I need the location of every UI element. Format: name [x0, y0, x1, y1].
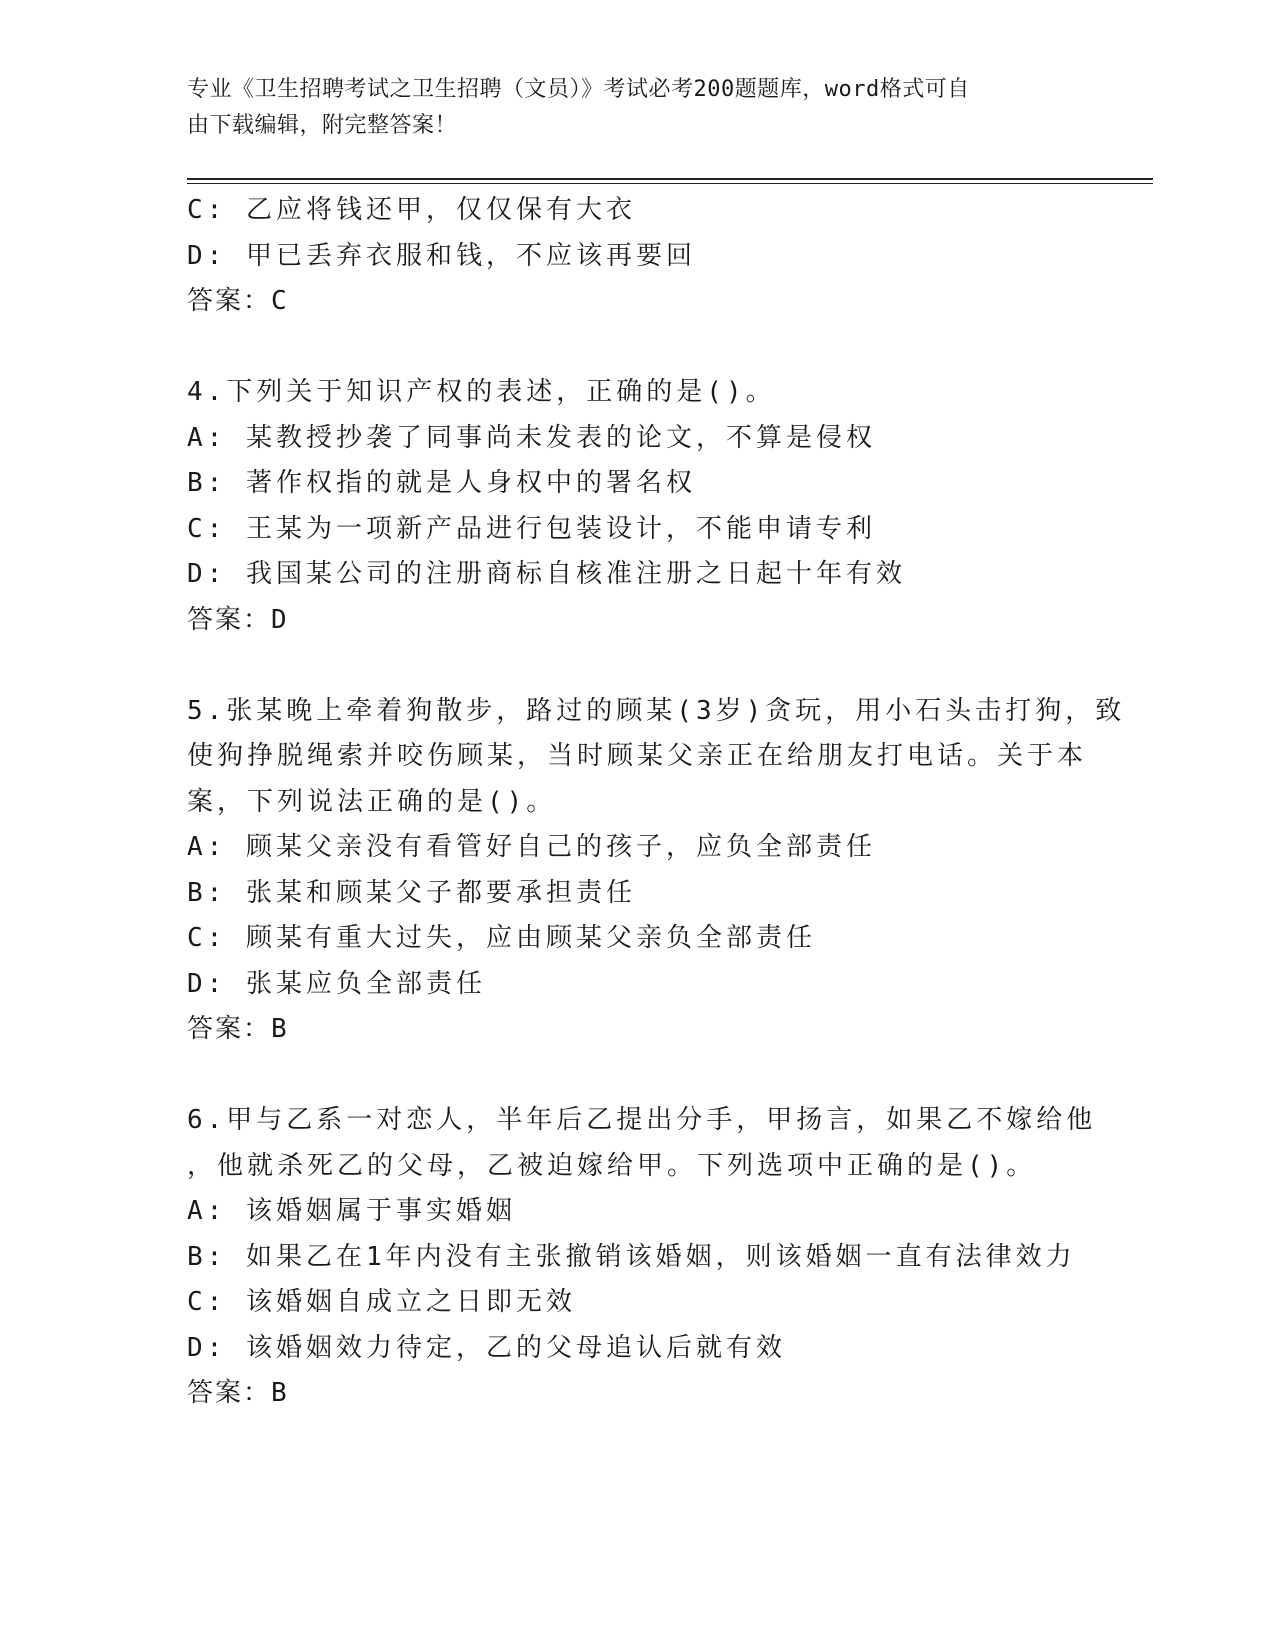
- question-4: [187, 370, 1087, 643]
- option-b: B: 著作权指的就是人身权中的署名权: [187, 468, 696, 498]
- question-6: [187, 1098, 1097, 1417]
- question-stem: 4.下列关于知识产权的表述，正确的是()。: [187, 377, 776, 407]
- option-b: B: 如果乙在1年内没有主张撤销该婚姻，则该婚姻一直有法律效力: [187, 1241, 1076, 1272]
- question-stem-line-3: 案，下列说法正确的是()。: [187, 786, 557, 817]
- option-a: A: 该婚姻属于事实婚姻: [187, 1196, 516, 1226]
- option-c: C: 该婚姻自成立之日即无效: [187, 1287, 576, 1317]
- answer: 答案：C: [187, 286, 289, 316]
- answer: 答案：B: [187, 1378, 289, 1408]
- option-c: C: 乙应将钱还甲，仅仅保有大衣: [187, 195, 636, 225]
- question-3: [187, 188, 1087, 325]
- option-d: D: 张某应负全部责任: [187, 968, 486, 999]
- question-stem-line-1: 6.甲与乙系一对恋人，半年后乙提出分手，甲扬言，如果乙不嫁给他: [187, 1105, 1097, 1135]
- question-stem-line-2: ，他就杀死乙的父母，乙被迫嫁给甲。下列选项中正确的是()。: [187, 1150, 1037, 1181]
- option-d: D: 我国某公司的注册商标自核准注册之日起十年有效: [187, 559, 906, 589]
- option-a: A: 顾某父亲没有看管好自己的孩子，应负全部责任: [187, 832, 876, 862]
- spacer: [187, 325, 1087, 371]
- question-stem-line-2: 使狗挣脱绳索并咬伤顾某，当时顾某父亲正在给朋友打电话。关于本: [187, 741, 1088, 771]
- option-b: B: 张某和顾某父子都要承担责任: [187, 877, 636, 908]
- answer: 答案：B: [187, 1014, 289, 1044]
- question-stem-line-1: 5.张某晚上牵着狗散步，路过的顾某(3岁)贪玩，用小石头击打狗，致: [187, 695, 1126, 726]
- document-header: [187, 72, 1067, 144]
- header-divider-thin: [187, 183, 1153, 184]
- question-5: [187, 689, 1126, 1053]
- spacer: [187, 1053, 1087, 1099]
- header-line-1: 专业《卫生招聘考试之卫生招聘（文员）》考试必考200题题库，word格式可自: [187, 77, 970, 102]
- option-d: D: 甲已丢弃衣服和钱，不应该再要回: [187, 240, 696, 271]
- option-d: D: 该婚姻效力待定，乙的父母追认后就有效: [187, 1332, 786, 1363]
- header-line-2: 由下载编辑，附完整答案！: [187, 113, 458, 138]
- option-a: A: 某教授抄袭了同事尚未发表的论文，不算是侵权: [187, 422, 876, 453]
- option-c: C: 王某为一项新产品进行包装设计，不能申请专利: [187, 513, 876, 544]
- spacer: [187, 643, 1087, 689]
- answer: 答案：D: [187, 604, 289, 635]
- question-list: [187, 188, 1126, 1417]
- option-c: C: 顾某有重大过失，应由顾某父亲负全部责任: [187, 923, 816, 953]
- header-divider-thick: [187, 178, 1153, 180]
